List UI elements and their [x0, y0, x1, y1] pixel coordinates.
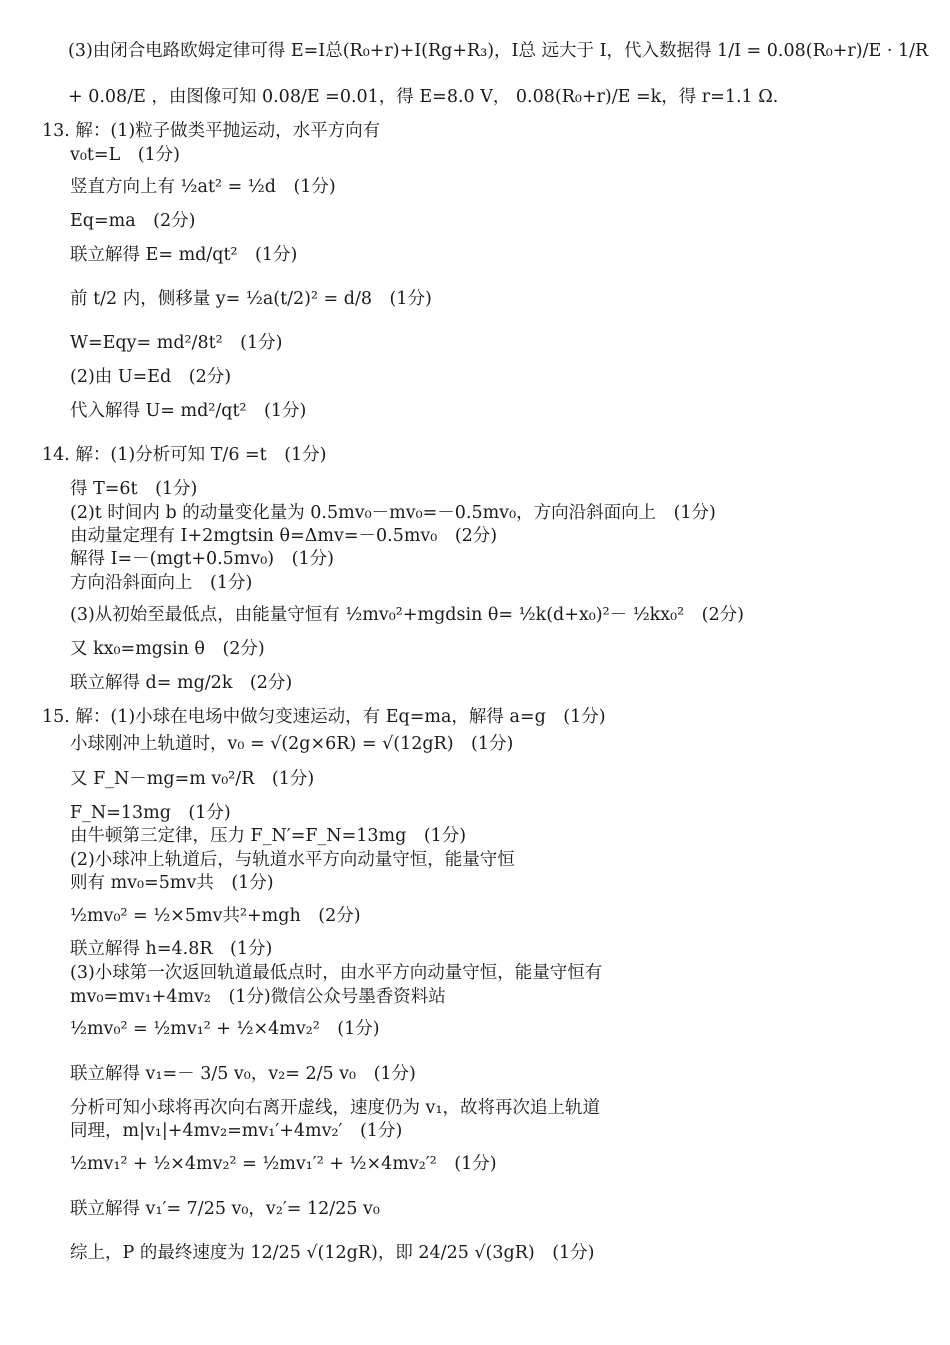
equation-line: 同理，m|v₁|+4mv₂=mv₁′+4mv₂′ (1分) [70, 1121, 403, 1141]
text-line: 由动量定理有 I+2mgtsin θ=Δmv=－0.5mv₀ (2分) [70, 526, 498, 546]
equation-line: 竖直方向上有 ½at² = ½d (1分) [70, 177, 336, 197]
equation-line: F_N=13mg (1分) [70, 803, 231, 823]
question-13-heading: 13. 解：(1)粒子做类平抛运动，水平方向有 [42, 121, 381, 141]
equation-line: (2)由 U=Ed (2分) [70, 367, 232, 387]
equation-line: 联立解得 h=4.8R (1分) [70, 939, 273, 959]
question-15-heading: 15. 解：(1)小球在电场中做匀变速运动，有 Eq=ma，解得 a=g (1分) [42, 707, 606, 727]
text-line: (3)小球第一次返回轨道最低点时，由水平方向动量守恒，能量守恒有 [70, 963, 603, 983]
equation-line: W=Eqy= md²/8t² (1分) [70, 333, 283, 353]
equation-line: ½mv₁² + ½×4mv₂² = ½mv₁′² + ½×4mv₂′² (1分) [70, 1154, 497, 1174]
text-line: 解得 I=－(mgt+0.5mv₀) (1分) [70, 549, 334, 569]
equation-line: 综上，P 的最终速度为 12/25 √(12gR)，即 24/25 √(3gR) (1分) [70, 1243, 595, 1263]
text-line: 得 T=6t (1分) [70, 479, 198, 499]
equation-line: 又 F_N－mg=m v₀²/R (1分) [70, 769, 315, 789]
text-line: + 0.08/E ，由图像可知 0.08/E =0.01，得 E=8.0 V， 0.08(R₀+r)/E =k，得 r=1.1 Ω. [68, 87, 779, 107]
equation-line: 联立解得 d= mg/2k (2分) [70, 673, 293, 693]
equation-line: Eq=ma (2分) [70, 211, 196, 231]
equation-line: mv₀=mv₁+4mv₂ (1分)微信公众号墨香资料站 [70, 987, 446, 1007]
text-line: (2)t 时间内 b 的动量变化量为 0.5mv₀－mv₀=－0.5mv₀，方向沿斜面向上 (1分) [70, 503, 716, 523]
text-line: 由牛顿第三定律，压力 F_N′=F_N=13mg (1分) [70, 826, 467, 846]
text-line: (2)小球冲上轨道后，与轨道水平方向动量守恒，能量守恒 [70, 850, 515, 870]
equation-line: 代入解得 U= md²/qt² (1分) [70, 401, 307, 421]
equation-line: 则有 mv₀=5mv共 (1分) [70, 873, 274, 893]
text-line: 方向沿斜面向上 (1分) [70, 573, 253, 593]
equation-line: ½mv₀² = ½mv₁² + ½×4mv₂² (1分) [70, 1019, 380, 1039]
text-line: (3)由闭合电路欧姆定律可得 E=I总(R₀+r)+I(Rg+R₃)，I总 远大于 I，代入数据得 1/I = 0.08(R₀+r)/E · 1/R [68, 41, 929, 61]
equation-line: 又 kx₀=mgsin θ (2分) [70, 639, 265, 659]
equation-line: 联立解得 v₁=－ 3/5 v₀，v₂= 2/5 v₀ (1分) [70, 1064, 416, 1084]
equation-line: 小球刚冲上轨道时，v₀ = √(2g×6R) = √(12gR) (1分) [70, 734, 514, 754]
text-line: 分析可知小球将再次向右离开虚线，速度仍为 v₁，故将再次追上轨道 [70, 1098, 600, 1118]
text-line: v₀t=L (1分) [70, 145, 181, 165]
question-14-heading: 14. 解：(1)分析可知 T/6 =t (1分) [42, 445, 327, 465]
equation-line: 前 t/2 内，侧移量 y= ½a(t/2)² = d/8 (1分) [70, 289, 432, 309]
equation-line: ½mv₀² = ½×5mv共²+mgh (2分) [70, 906, 361, 926]
equation-line: 联立解得 E= md/qt² (1分) [70, 245, 298, 265]
equation-line: 联立解得 v₁′= 7/25 v₀，v₂′= 12/25 v₀ [70, 1199, 380, 1219]
equation-line: (3)从初始至最低点，由能量守恒有 ½mv₀²+mgdsin θ= ½k(d+x₀)²－ ½kx₀² (2分) [70, 605, 744, 625]
